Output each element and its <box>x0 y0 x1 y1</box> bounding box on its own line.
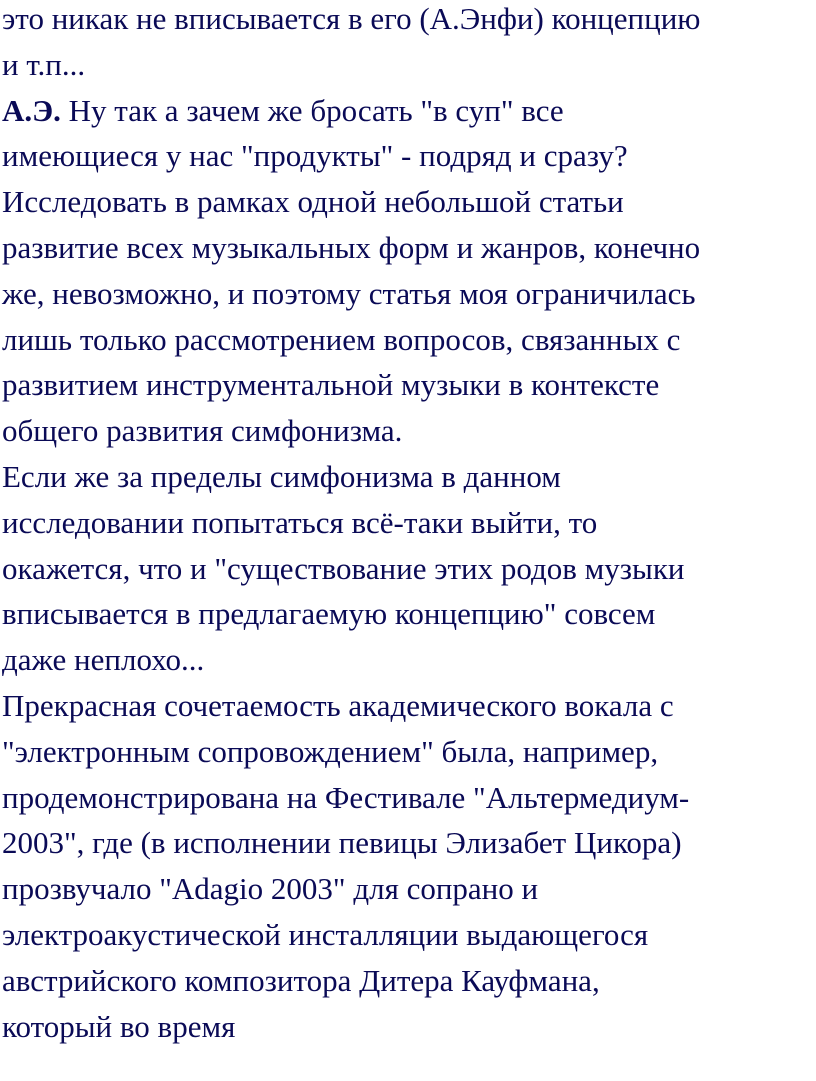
text-line: австрийского композитора Дитера Кауфмана, <box>2 962 600 998</box>
text-line: это никак не вписывается в его (А.Энфи) концепцию <box>2 1 701 36</box>
text-line: прозвучало "Adagio 2003" для сопрано и <box>2 871 539 907</box>
text-line: который во время <box>2 1008 236 1044</box>
speaker-label: А.Э. <box>2 92 61 128</box>
text-line: имеющиеся у нас "продукты" - подряд и сразу? <box>2 138 628 174</box>
text-line: лишь только рассмотрением вопросов, связанных с <box>2 321 681 357</box>
text-line: вписывается в предлагаемую концепцию" совсем <box>2 596 656 632</box>
text-line: же, невозможно, и поэтому статья моя ограничилась <box>2 275 696 311</box>
text-line: "электронным сопровождением" была, например, <box>2 733 659 769</box>
paragraph-4 <box>2 683 814 1049</box>
text-line: даже неплохо... <box>2 642 205 678</box>
text-line: развитием инструментальной музыки в контексте <box>2 367 660 403</box>
text-line: Ну так а зачем же бросать "в суп" все <box>60 92 564 128</box>
text-line: продемонстрирована на Фестивале "Альтермедиум- <box>2 779 690 815</box>
text-line: общего развития симфонизма. <box>2 413 403 449</box>
paragraph-2 <box>2 88 814 454</box>
document-body <box>2 0 814 1049</box>
text-line: 2003", где (в исполнении певицы Элизабет Цикора) <box>2 825 682 861</box>
text-line: Если же за пределы симфонизма в данном <box>2 458 561 494</box>
text-line: окажется, что и "существование этих родов музыки <box>2 550 685 586</box>
paragraph-3 <box>2 454 814 683</box>
text-line: Исследовать в рамках одной небольшой статьи <box>2 184 624 220</box>
text-line: электроакустической инсталляции выдающегося <box>2 916 649 952</box>
paragraph-1 <box>2 0 814 88</box>
text-line: развитие всех музыкальных форм и жанров, конечно <box>2 229 701 265</box>
text-line: Прекрасная сочетаемость академического вокала с <box>2 687 674 723</box>
text-line: исследовании попытаться всё-таки выйти, то <box>2 504 598 540</box>
text-line: и т.п... <box>2 46 86 82</box>
